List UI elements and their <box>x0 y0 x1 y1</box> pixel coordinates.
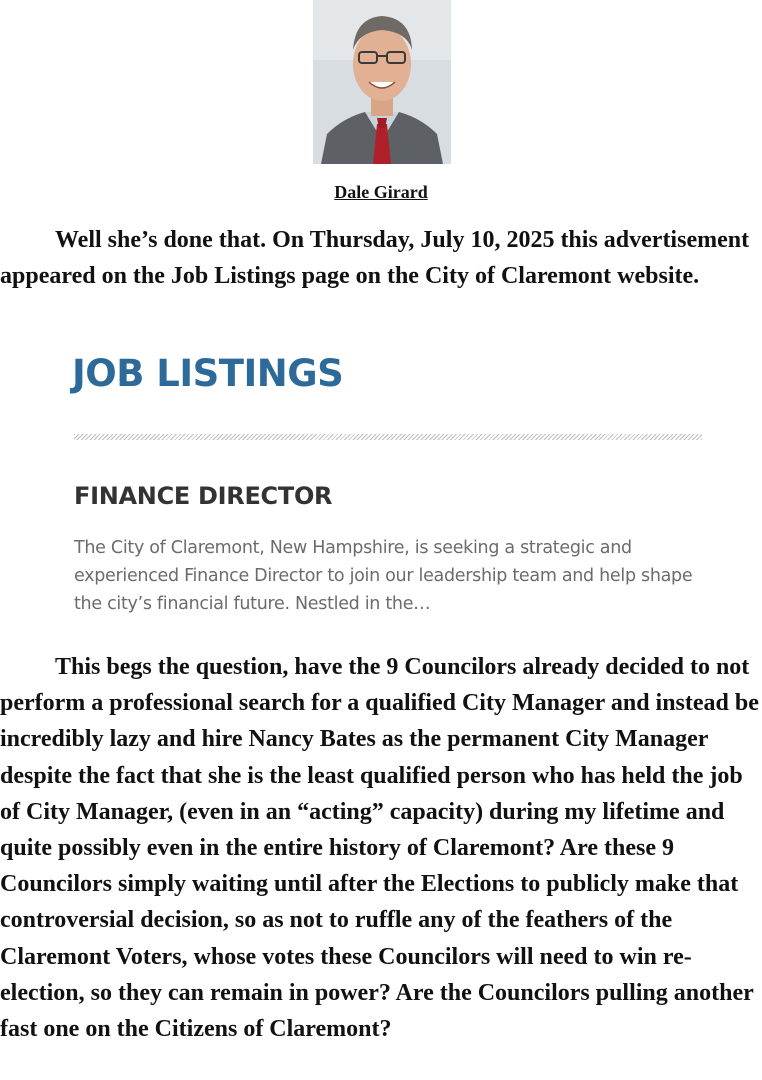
job-title[interactable]: FINANCE DIRECTOR <box>74 482 333 510</box>
author-portrait-image <box>313 0 451 164</box>
body-paragraph: This begs the question, have the 9 Councilors already decided to not perform a professional search for a qualified City Manager and instead be incredibly lazy and hire Nancy Bates as the permanent City Manager despite the fact that she is the least qualified person who has held the job of City Manager, (even in an “acting” capacity) during my lifetime and quite possibly even in the entire history of Claremont? Are these 9 Councilors simply waiting until after the Elections to publicly make that controversial decision, so as not to ruffle any of the feathers of the Claremont Voters, whose votes these Councilors will need to win re-election, so they can remain in power? Are the Councilors pulling another fast one on the Citizens of Claremont? <box>0 654 759 1043</box>
author-photo <box>313 0 451 164</box>
job-listings-heading: JOB LISTINGS <box>72 352 344 395</box>
author-caption: Dale Girard <box>334 182 428 202</box>
job-listing-screenshot <box>60 338 720 628</box>
intro-paragraph: Well she’s done that. On Thursday, July 10, 2025 this advertisement appeared on the Job Listings page on the City of Claremont website. <box>0 227 750 290</box>
job-description: The City of Claremont, New Hampshire, is seeking a strategic and experienced Finance Director to join our leadership team and help shape the city’s financial future. Nestled in the… <box>74 538 693 614</box>
hatched-divider <box>74 434 702 440</box>
